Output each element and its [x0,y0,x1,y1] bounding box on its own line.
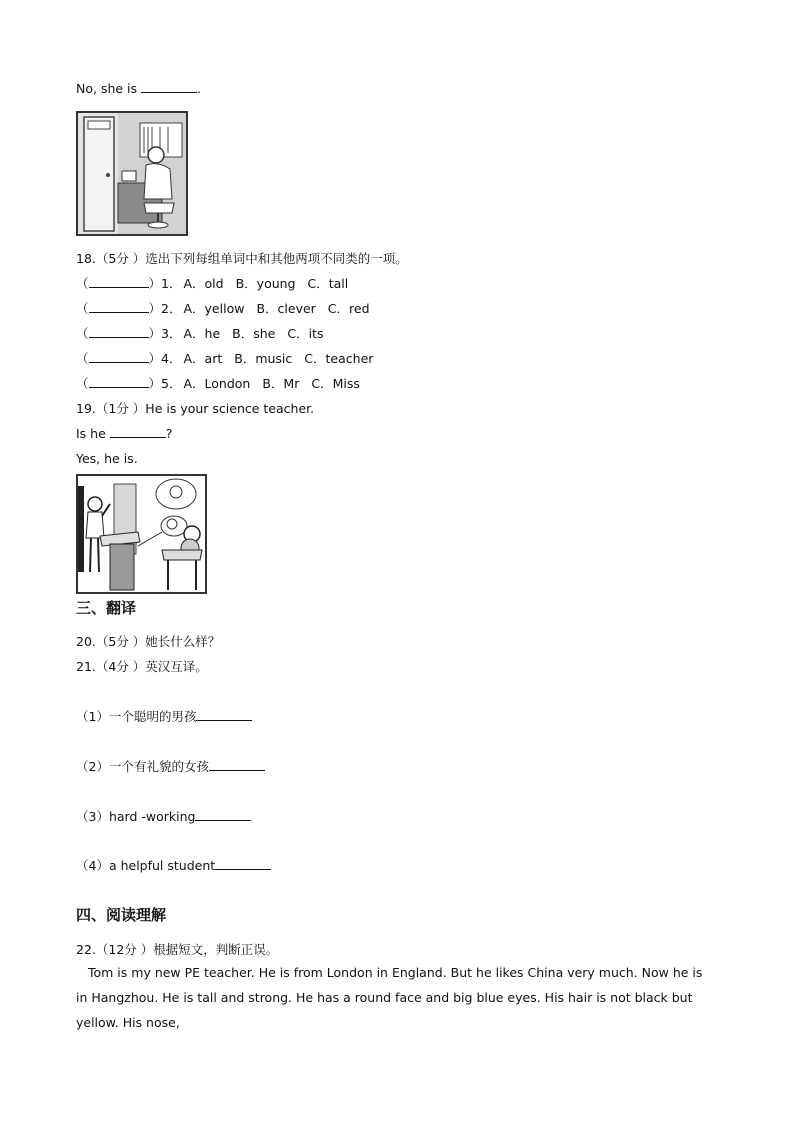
q21-item-text: （4）a helpful student [76,858,216,873]
q22-reading-passage: Tom is my new PE teacher. He is from London in England. But he likes China very much. Now he is in Hangzhou. He is tall and strong. He has a round face and big blue eyes. His hair is not black but yellow. His nose, [76,965,703,1030]
q21-answer-blank-4[interactable] [215,858,271,870]
q18-row: （ ）5． A．London B．Mr C．Miss [76,376,360,391]
q21-answer-blank-1[interactable] [196,709,252,721]
q19-question-end: ? [165,426,173,441]
q21-item-2 [76,759,265,775]
q18-option-c: C．teacher [304,351,374,366]
q18-option-c: C．tall [307,276,349,291]
q21-item-3 [76,809,251,825]
q18-option-b: B．she [232,326,276,341]
q17-answer-text: No, she is [76,81,142,96]
q21-item-1 [76,709,252,725]
q19-header: 19.（1分 ）He is your science teacher. [76,401,315,416]
section-4-title: 四、阅读理解 [76,906,167,924]
q18-row: （ ）3． A．he B．she C．its [76,326,324,341]
q21-item-text: （3）hard -working [76,809,196,824]
q20-header: 20.（5分 ）她长什么样？ [76,634,221,649]
q18-answer-blank-2[interactable] [89,301,149,313]
q18-answer-blank-1[interactable] [89,276,149,288]
q18-option-a: A．London [183,376,251,391]
q18-header: 18.（5分 ）选出下列每组单词中和其他两项不同类的一项。 [76,251,408,266]
q18-option-c: C．Miss [311,376,360,391]
q17-illustration-woman-at-desk [76,111,188,236]
q19-question-text: Is he [76,426,110,441]
q21-item-text: （1）一个聪明的男孩 [76,709,197,724]
q18-row-number: 3． [161,326,182,341]
q18-answer-blank-3[interactable] [89,326,149,338]
q18-row-number: 5． [161,376,182,391]
q18-answer-blank-5[interactable] [89,376,149,388]
q18-row: （ ）2． A．yellow B．clever C．red [76,301,370,316]
q21-header: 21.（4分 ）英汉互译。 [76,659,208,674]
q21-answer-blank-3[interactable] [195,809,251,821]
q18-option-a: A．old [183,276,224,291]
q19-answer-blank[interactable] [110,426,166,438]
q18-row-number: 2． [161,301,182,316]
q18-option-b: B．music [234,351,293,366]
q18-row: （ ）4． A．art B．music C．teacher [76,351,374,366]
q17-answer-end: . [197,81,201,96]
q18-option-c: C．its [287,326,324,341]
q18-row-number: 1． [161,276,182,291]
q18-option-b: B．Mr [262,376,300,391]
q18-row-number: 4． [161,351,182,366]
q17-answer-line [76,81,201,97]
q19-question-line [76,426,172,442]
q21-answer-blank-2[interactable] [209,759,265,771]
q18-row: （ ）1． A．old B．young C．tall [76,276,349,291]
q18-option-b: B．clever [256,301,316,316]
section-3-title: 三、翻译 [76,599,137,617]
q18-option-a: A．art [183,351,223,366]
q19-response-line: Yes, he is. [76,451,138,466]
q18-answer-blank-4[interactable] [89,351,149,363]
q18-option-b: B．young [235,276,296,291]
q18-option-c: C．red [327,301,370,316]
q21-item-4 [76,858,271,874]
q17-answer-blank[interactable] [141,81,197,93]
q18-option-a: A．yellow [183,301,245,316]
q22-header: 22.（12分 ）根据短文，判断正误。 [76,942,279,957]
q19-illustration-science-teacher [76,474,207,594]
q18-option-a: A．he [183,326,221,341]
q21-item-text: （2）一个有礼貌的女孩 [76,759,209,774]
